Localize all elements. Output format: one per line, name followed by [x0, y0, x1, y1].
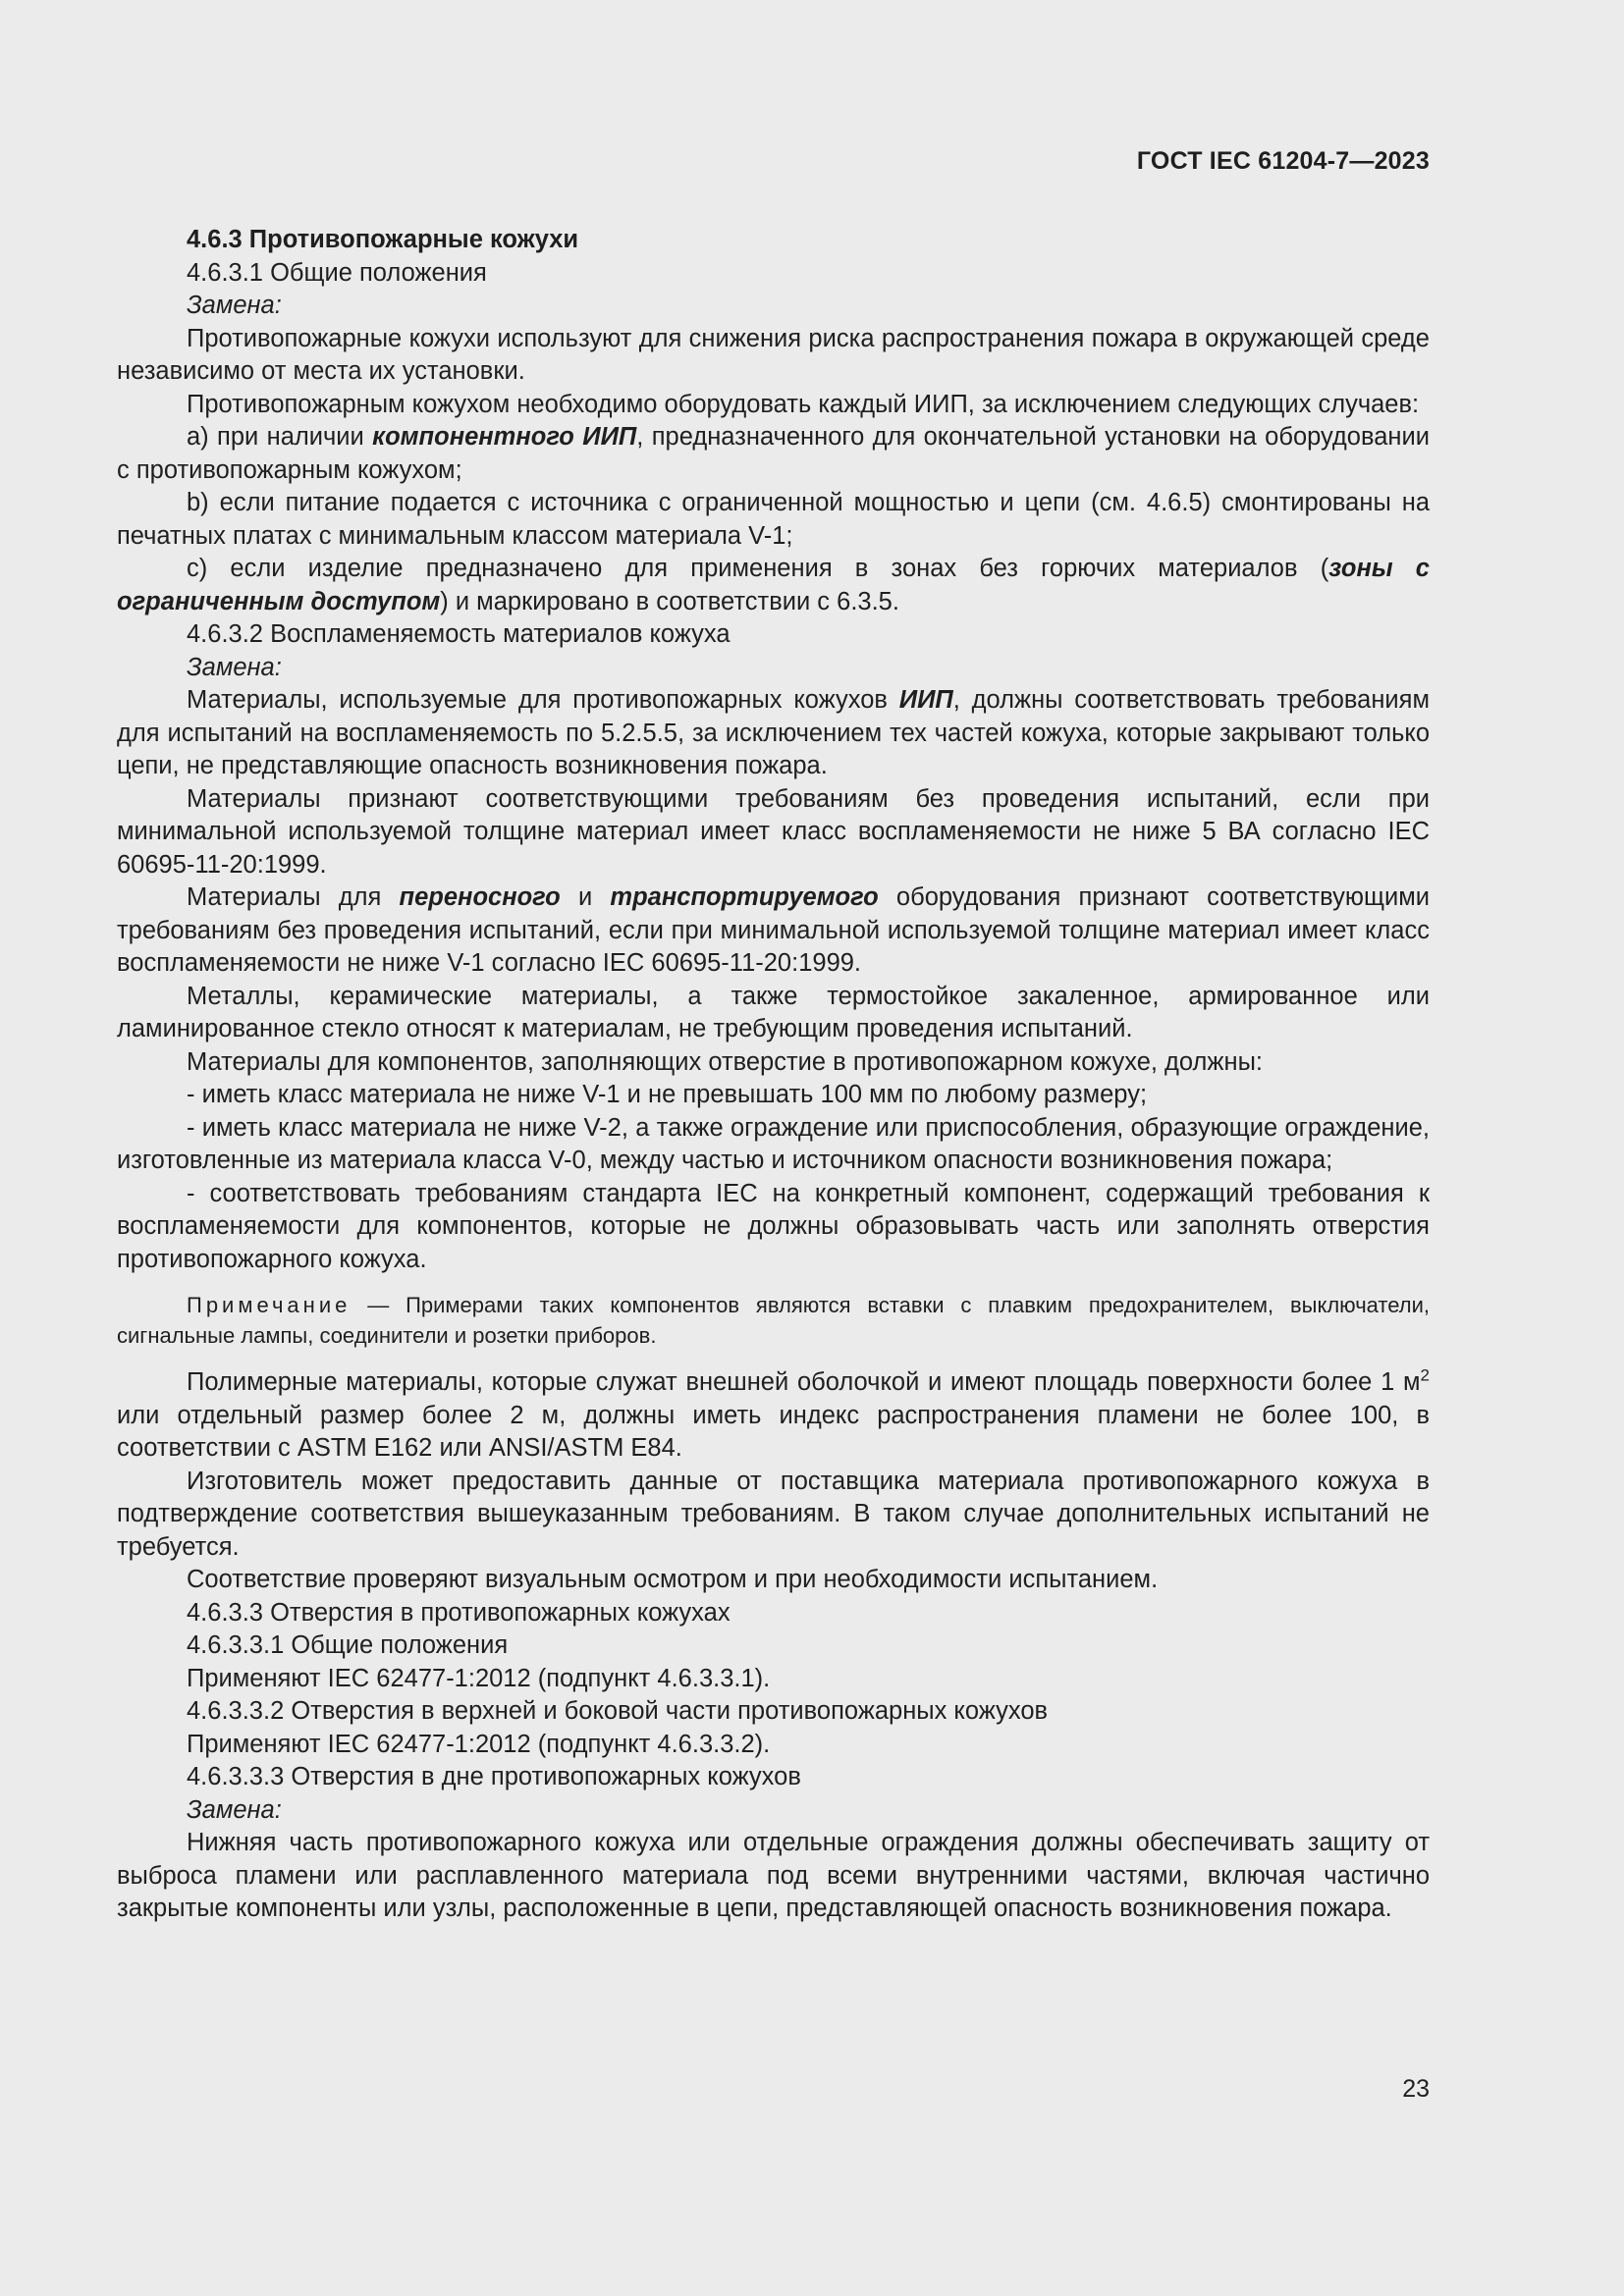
dash-item: - соответствовать требованиям стандарта IEC на конкретный компонент, содержащий требования к воспламеняемости для компонентов, которые не должны образовывать часть или заполнять отверстия противопожарного кожуха. — [117, 1179, 1430, 1273]
subsection-title: 4.6.3.2 Воспламеняемость материалов кожуха — [187, 620, 731, 648]
paragraph: Полимерные материалы, которые служат внешней оболочкой и имеют площадь поверхности более 1 $м^2$ или отдельный размер более 2 м, должны иметь индекс распространения пламени не более 100, в соответствии с ASTM E162 или ANSI/ASTM E84. — [117, 1365, 1430, 1462]
note: Примечание — Примерами таких компонентов являются вставки с плавким предохранителем, выключатели, сигнальные лампы, соединители и розетки приборов. — [117, 1293, 1430, 1348]
paragraph: Материалы, используемые для противопожарных кожухов ИИП, должны соответствовать требованиям для испытаний на воспламеняемость по 5.2.5.5, за исключением тех частей кожуха, которые закрывают только цепи, не представляющие опасность возникновения пожара. — [117, 686, 1430, 779]
page-number: 23 — [1402, 2075, 1430, 2103]
paragraph: Нижняя часть противопожарного кожуха или отдельные ограждения должны обеспечивать защиту от выброса пламени или расплавленного материала под всеми внутренними частями, включая частично закрытые компоненты или узлы, расположенные в цепи, представляющей опасность возникновения пожара. — [117, 1829, 1430, 1922]
paragraph: Материалы для компонентов, заполняющих отверстие в противопожарном кожухе, должны: — [187, 1047, 1263, 1076]
replacement-label: Замена: — [187, 1795, 282, 1824]
subsection-title: 4.6.3.3.2 Отверстия в верхней и боковой части противопожарных кожухов — [187, 1697, 1049, 1725]
subsection-title: 4.6.3.3.3 Отверстия в дне противопожарных кожухов — [187, 1763, 801, 1790]
list-item-b: b) если питание подается с источника с ограниченной мощностью и цепи (см. 4.6.5) смонтированы на печатных платах с минимальным классом материала V-1; — [117, 489, 1430, 550]
replacement-label: Замена: — [187, 653, 282, 681]
section-title: 4.6.3 Противопожарные кожухи — [187, 226, 579, 253]
paragraph: Соответствие проверяют визуальным осмотром и при необходимости испытанием. — [187, 1566, 1159, 1593]
note-label: Примечание — [187, 1293, 352, 1317]
list-item-c: c) если изделие предназначено для применения в зонах без горючих материалов (зоны с ограниченным доступом) и маркировано в соответствии с 6.3.5. — [117, 555, 1430, 615]
document-body — [117, 224, 1430, 1926]
subsection-title: 4.6.3.3.1 Общие положения — [187, 1631, 509, 1659]
paragraph: Металлы, керамические материалы, а также термостойкое закаленное, армированное или ламинированное стекло относят к материалам, не требующим проведения испытаний. — [117, 982, 1430, 1042]
subsection-title: 4.6.3.3 Отверстия в противопожарных кожухах — [187, 1598, 731, 1627]
replacement-label: Замена: — [187, 292, 282, 319]
paragraph: Противопожарным кожухом необходимо оборудовать каждый ИИП, за исключением следующих случаев: — [187, 390, 1420, 418]
paragraph: Применяют IEC 62477-1:2012 (подпункт 4.6.3.3.2). — [187, 1730, 771, 1758]
paragraph: Изготовитель может предоставить данные от поставщика материала противопожарного кожуха в подтверждение соответствия вышеуказанным требованиям. В таком случае дополнительных испытаний не требуется. — [117, 1467, 1430, 1561]
paragraph: Противопожарные кожухи используют для снижения риска распространения пожара в окружающей среде независимо от места их установки. — [117, 324, 1430, 385]
paragraph: Материалы для переносного и транспортируемого оборудования признают соответствующими требованиям без проведения испытаний, если при минимальной используемой толщине материал имеет класс воспламеняемости не ниже V-1 согласно IEC 60695-11-20:1999. — [117, 883, 1430, 977]
paragraph: Материалы признают соответствующими требованиям без проведения испытаний, если при минимальной используемой толщине материал имеет класс воспламеняемости не ниже 5 ВА согласно IEC 60695-11-20:1999. — [117, 784, 1430, 879]
subsection-title: 4.6.3.1 Общие положения — [187, 258, 487, 287]
document-header: ГОСТ IEC 61204-7—2023 — [1136, 147, 1430, 175]
paragraph: Применяют IEC 62477-1:2012 (подпункт 4.6.3.3.1). — [187, 1664, 771, 1692]
list-item-a: a) при наличии компонентного ИИП, предназначенного для окончательной установки на оборудовании с противопожарным кожухом; — [117, 423, 1431, 484]
dash-item: - иметь класс материала не ниже V-2, а также ограждение или приспособления, образующие ограждение, изготовленные из материала класса V-0, между частью и источником опасности возникновения пожара; — [117, 1113, 1430, 1174]
dash-item: - иметь класс материала не ниже V-1 и не превышать 100 мм по любому размеру; — [187, 1081, 1148, 1108]
